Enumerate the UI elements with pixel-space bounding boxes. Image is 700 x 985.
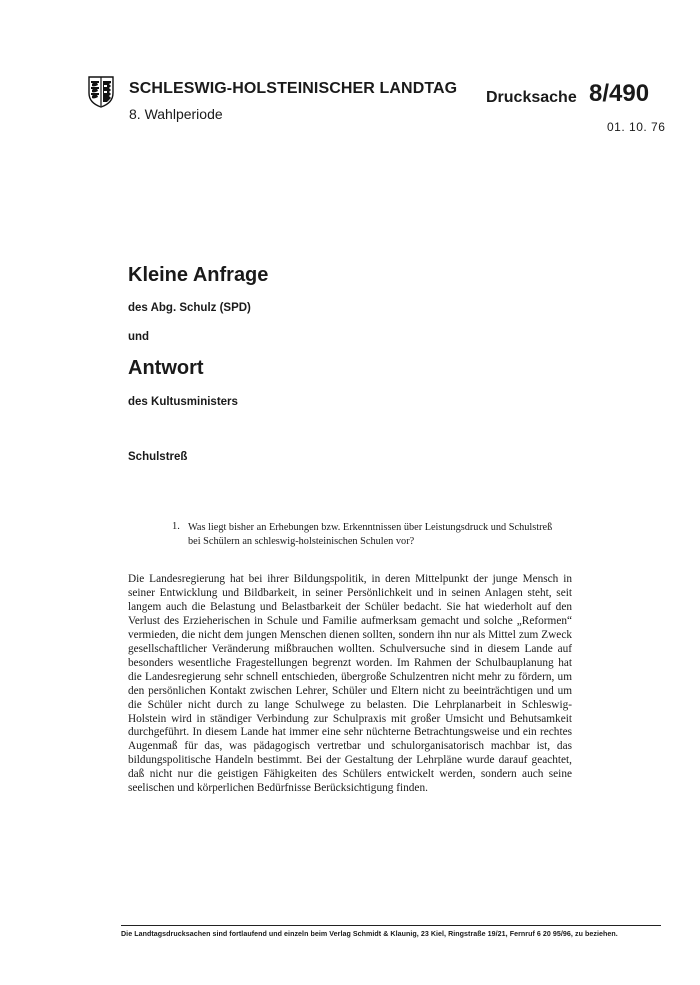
inquiry-heading: Kleine Anfrage	[128, 264, 269, 286]
legislative-term: 8. Wahlperiode	[129, 106, 223, 122]
coat-of-arms-icon	[88, 76, 114, 108]
document-label: Drucksache	[486, 89, 577, 106]
answer-heading: Antwort	[128, 357, 204, 379]
question-text: Was liegt bisher an Erhebungen bzw. Erkenntnissen über Leistungsdruck und Schulstreß bei Schülern an schleswig-holsteinischen Schulen vor?	[188, 522, 553, 547]
parliament-name: SCHLESWIG-HOLSTEINISCHER LANDTAG	[129, 80, 458, 97]
answer-author: des Kultusministers	[128, 396, 238, 408]
inquiry-author: des Abg. Schulz (SPD)	[128, 302, 251, 314]
footer-note: Die Landtagsdrucksachen sind fortlaufend und einzeln beim Verlag Schmidt & Klaunig, 23 Kiel, Ringstraße 19/21, Fernruf 6 20 95/96, zu beziehen.	[121, 930, 618, 938]
answer-paragraph: Die Landesregierung hat bei ihrer Bildungspolitik, in deren Mittelpunkt der junge Mensch in seiner Entwicklung und Bildbarkeit, in seiner Persönlichkeit und in seinen Anlagen steht, seit langem auch die Belastung und Belastbarkeit der Schüler bedacht. Sie hat wiederholt auf den Verlust des Erzieherischen in Schule und Familie aufmerksam gemacht und solche „Reformen“ vermieden, die nicht dem jungen Menschen dienen sollten, sondern ihn nur als Mittel zum Zweck gesellschaftlicher Veränderung mißbrauchen wollten. Schulversuche sind in diesem Lande auf besonders wesentliche Fragestellungen begrenzt worden. Im Rahmen der Schulbauplanung hat die Landesregierung sehr schnell entschieden, übergroße Schulzentren nicht mehr zu fördern, um den persönlichen Kontakt zwischen Lehrer, Schüler und Eltern nicht zu beeinträchtigen und um die Schüler nicht durch zu lange Schulwege zu belasten. Die Lehrplanarbeit in Schleswig-Holstein wird in ständiger Verbindung zur Schulpraxis mit großer Umsicht und Behutsamkeit durchgeführt. In diesem Lande hat immer eine sehr nüchterne Betrachtungsweise und ein rechtes Augenmaß für das, was pädagogisch vertretbar und schulorganisatorisch machbar ist, das bildungspolitische Handeln bestimmt. Bei der Gestaltung der Lehrpläne wurde darauf geachtet, daß nicht nur die geistigen Fähigkeiten des Schülers entwickelt werden, sondern auch seine seelischen und körperlichen Bedürfnisse Berücksichtigung finden.	[128, 573, 572, 795]
conjunction: und	[128, 331, 150, 343]
question-number: 1.	[172, 521, 180, 532]
footer-divider	[121, 925, 661, 926]
document-number: 8/490	[589, 80, 650, 107]
document-date: 01. 10. 76	[607, 120, 666, 134]
subject-line: Schulstreß	[128, 451, 188, 463]
